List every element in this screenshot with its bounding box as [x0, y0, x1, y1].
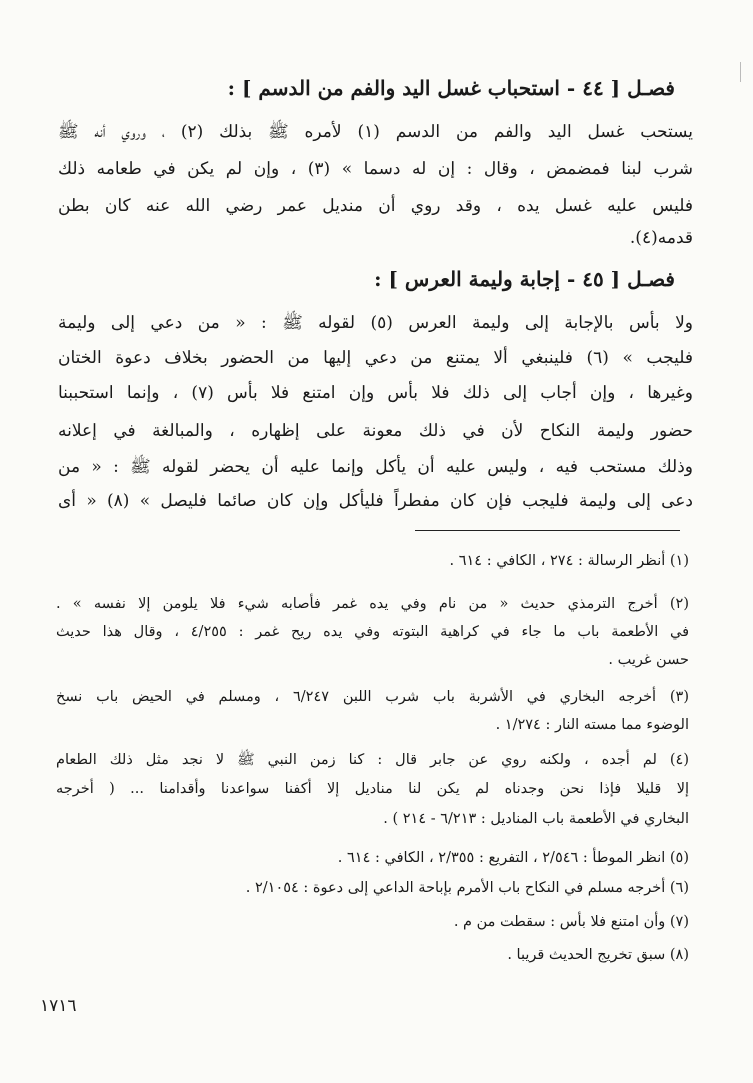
footnote-6: (٦) أخرجه مسلم في النكاح باب الأمرم بإباحة الداعي إلى دعوة : ٢/١٠٥٤ .	[245, 880, 689, 896]
footnote-4-line-2: إلا قليلا فإذا نحن وجدناه لم يكن لنا مناديل إلا أكفنا سواعدنا وأقدامنا ... ( أخرجه	[56, 781, 689, 797]
footnote-7: (٧) وأن امتنع فلا بأس : سقطت من م .	[453, 914, 689, 930]
footnote-4-line-3: البخاري في الأطعمة باب المناديل : ٦/٢١٣ - ٢١٤ ) .	[383, 811, 689, 827]
footnote-3-line-2: الوضوء مما مسته النار : ١/٢٧٤ .	[495, 717, 689, 733]
section-45-line-2: فليجب » (٦) فلينبغي ألا يمتنع من دعي إليها من الحضور بخلاف دعوة الختان	[58, 348, 693, 368]
section-45-heading: فصـل [ ٤٥ - إجابة وليمة العرس ] :	[374, 267, 675, 291]
section-44-line-2: شرب لبنا فمضمض ، وقال : إن له دسما » (٣) ، وإن لم يكن في طعامه ذلك	[58, 159, 694, 179]
section-45-line-4: حضور وليمة النكاح لأن في ذلك معونة على إظهاره ، والمبالغة في إعلانه	[58, 421, 693, 441]
footnote-3-line-1: (٣) أخرجه البخاري في الأشربة باب شرب اللبن ٦/٢٤٧ ، ومسلم في الحيض باب نسخ	[56, 689, 689, 705]
footnote-2-line-1: (٢) أخرج الترمذي حديث « من نام وفي يده غمر فأصابه شيء فلا يلومن إلا نفسه » .	[56, 596, 689, 612]
section-44-line-4: قدمه(٤).	[629, 228, 693, 248]
section-45-line-6: دعى إلى وليمة فليجب فإن كان مفطراً فليأكل وإن كان صائما فليصل » (٨) « أى	[58, 491, 693, 511]
section-45-line-1: ولا بأس بالإجابة إلى وليمة العرس (٥) لقوله ﷺ : « من دعي إلى وليمة	[58, 313, 693, 333]
footnote-5: (٥) انظر الموطأ : ٢/٥٤٦ ، التفريع : ٢/٣٥٥ ، الكافي : ٦١٤ .	[337, 850, 689, 866]
footnote-8: (٨) سبق تخريج الحديث قريبا .	[507, 947, 689, 963]
footnote-4-line-1: (٤) لم أجده ، ولكنه روي عن جابر قال : كنا زمن النبي ﷺ لا نجد مثل ذلك الطعام	[56, 752, 689, 768]
page-edge-mark	[732, 62, 741, 82]
section-44-heading: فصـل [ ٤٤ - استحباب غسل اليد والفم من الدسم ] :	[227, 76, 675, 100]
page-number: ١٧١٦	[40, 996, 77, 1016]
section-44-line-3: فليس عليه غسل يده ، وقد روي أن منديل عمر رضي الله عنه كان بطن	[58, 196, 693, 216]
section-45-line-5: وذلك مستحب فيه ، وليس عليه أن يأكل وإنما عليه أن يحضر لقوله ﷺ : « من	[58, 457, 693, 477]
footnote-2-line-3: حسن غريب .	[608, 652, 689, 668]
section-44-line-1: يستحب غسل اليد والفم من الدسم (١) لأمره ﷺ بذلك (٢) ، وروي أنه ﷺ	[58, 122, 693, 142]
footnote-2-line-2: في الأطعمة باب ما جاء في كراهية البتوته وفي يده ريح غمر : ٤/٢٥٥ ، وقال هذا حديث	[56, 624, 690, 640]
footnote-separator	[415, 530, 680, 531]
section-45-line-3: وغيرها ، وإن أجاب إلى ذلك فلا بأس وإن امتنع فلا بأس (٧) ، وإنما استحببنا	[58, 383, 693, 403]
footnote-1: (١) أنظر الرسالة : ٢٧٤ ، الكافي : ٦١٤ .	[449, 553, 689, 569]
